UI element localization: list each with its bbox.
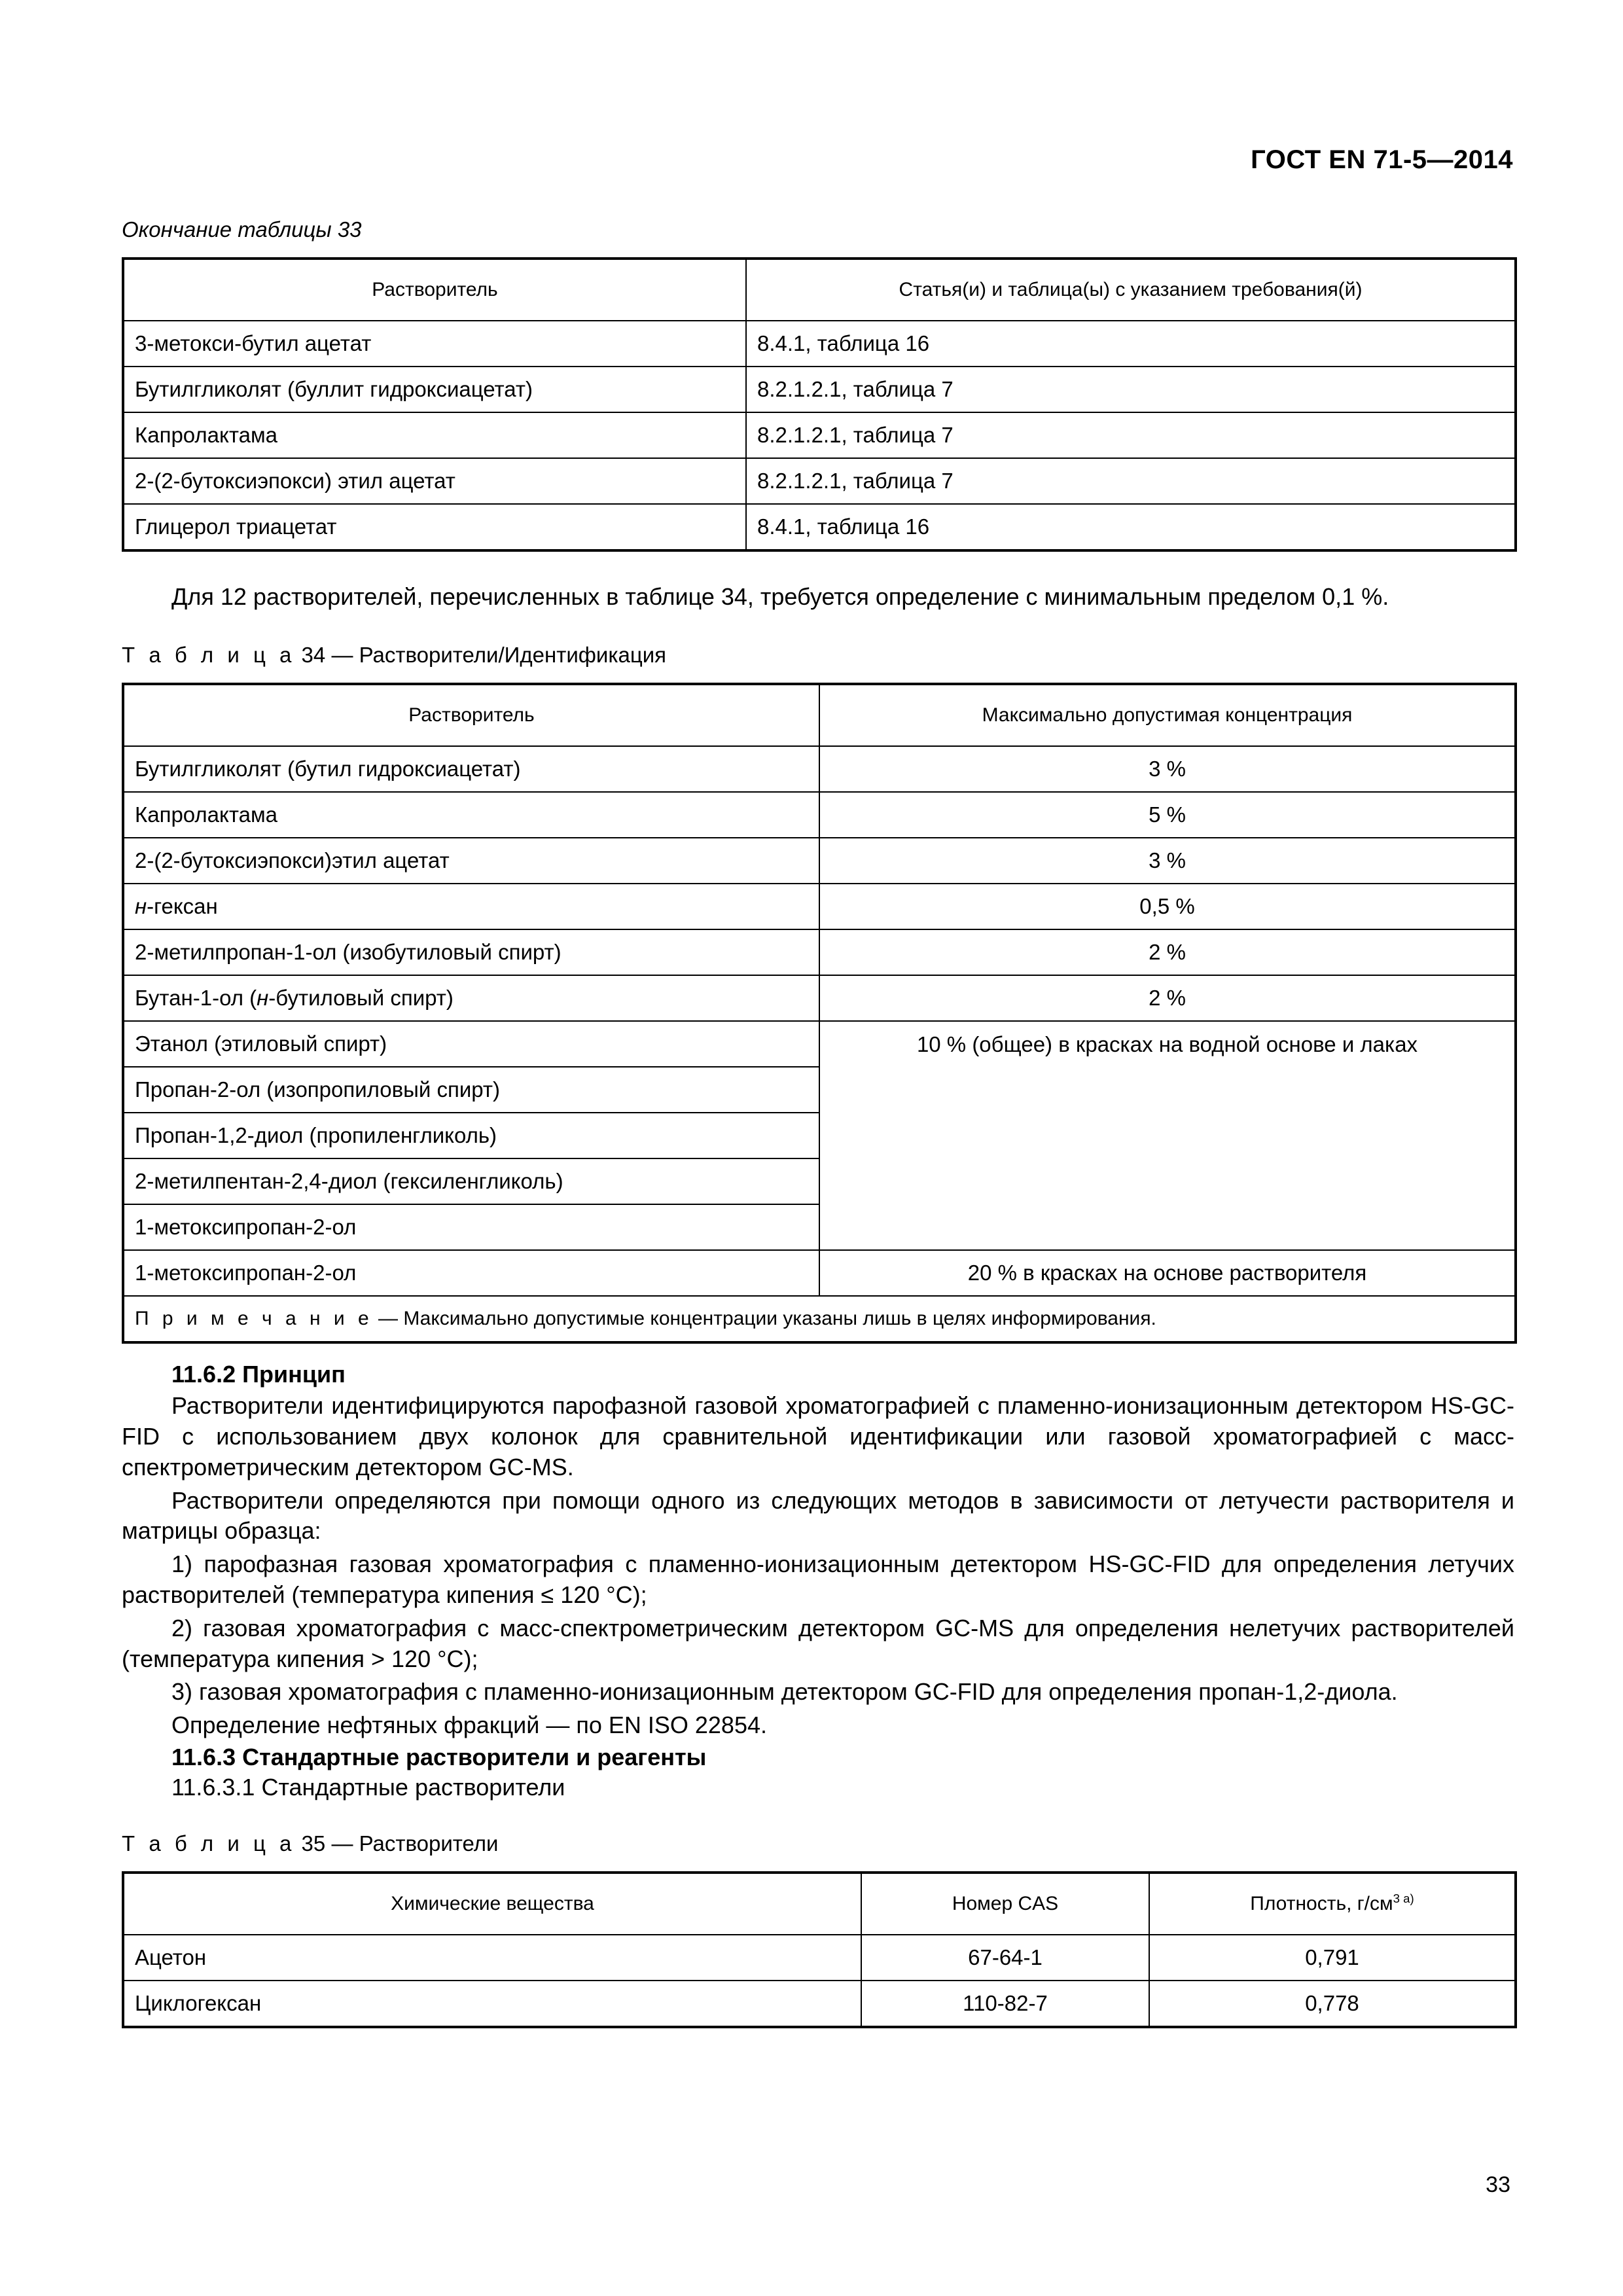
table33-col-reference: Статья(и) и таблица(ы) с указанием требования(й): [746, 259, 1516, 321]
italic-prefix: н: [257, 986, 269, 1011]
table34-caption: [122, 641, 1514, 668]
table34-cell-solvent: Бутилгликолят (бутил гидроксиацетат): [123, 746, 819, 792]
table-row: [123, 746, 1516, 792]
table34-caption-number: 34: [301, 643, 326, 668]
table34-cell-solvent: Пропан-1,2-диол (пропиленгликоль): [123, 1113, 819, 1158]
list-item-1: 1) парофазная газовая хроматография с пламенно-ионизационным детектором HS-GC-FID для определения летучих растворителей (температура кипения ≤ 120 °C);: [122, 1551, 1514, 1609]
table-row: [123, 412, 1516, 458]
table34-cell-solvent: Этанол (этиловый спирт): [123, 1021, 819, 1067]
table35-cell-density: 0,778: [1149, 1981, 1516, 2027]
table34-cell-concentration: 2 %: [819, 975, 1516, 1021]
table35-caption-number: 35: [301, 1831, 326, 1856]
table33-cell-solvent: 3-метокси-бутил ацетат: [123, 321, 746, 367]
table34: [122, 683, 1517, 1344]
table34-cell-solvent: 2-(2-бутоксиэпокси)этил ацетат: [123, 838, 819, 884]
table34-cell-solvent: Бутан-1-ол (н-бутиловый спирт): [123, 975, 819, 1021]
table-row: [123, 367, 1516, 412]
note-label: П р и м е ч а н и е: [135, 1308, 373, 1330]
list-item-2: 2) газовая хроматография с масс-спектрометрическим детектором GC-MS для определения нелетучих растворителей (температура кипения > 120 °C);: [122, 1614, 1514, 1672]
solvent-rest: -гексан: [147, 894, 218, 919]
table-row: [123, 1021, 1516, 1067]
table35-cell-chemical: Циклогексан: [123, 1981, 861, 2027]
table33-cell-solvent: Капролактама: [123, 412, 746, 458]
table34-cell-concentration-merged: 10 % (общее) в красках на водной основе и лаках: [819, 1021, 1516, 1250]
table34-cell-solvent: 1-метоксипропан-2-ол: [123, 1204, 819, 1250]
document-header-standard-id: ГОСТ EN 71-5—2014: [1251, 145, 1513, 174]
table34-note: [123, 1296, 1516, 1342]
table-row: [123, 884, 1516, 929]
table35-header-row: [123, 1873, 1516, 1935]
paragraph-11-6-2-1: Растворители идентифицируются парофазной газовой хроматографией с пламенно-ионизационным детектором HS-GC-FID с использованием двух колонок для сравнительной идентификации или газовой хроматографией с масс-спектрометрическим детектором GC-MS.: [122, 1392, 1514, 1480]
table-row: [123, 975, 1516, 1021]
table34-cell-concentration: 20 % в красках на основе растворителя: [819, 1250, 1516, 1296]
table33-cell-reference: 8.2.1.2.1, таблица 7: [746, 367, 1516, 412]
table35-cell-cas: 110-82-7: [861, 1981, 1149, 2027]
heading-11-6-3: 11.6.3 Стандартные растворители и реагенты: [171, 1744, 707, 1771]
table-row: [123, 321, 1516, 367]
table34-col-max-concentration: Максимально допустимая концентрация: [819, 684, 1516, 746]
table-row: [123, 1981, 1516, 2027]
table35-caption-label: Т а б л и ц а: [122, 1831, 296, 1856]
heading-11-6-2: 11.6.2 Принцип: [171, 1361, 346, 1388]
table34-cell-solvent: 2-метилпропан-1-ол (изобутиловый спирт): [123, 929, 819, 975]
list-item-3: 3) газовая хроматография с пламенно-ионизационным детектором GC-FID для определения пропан-1,2-диола.: [171, 1678, 1398, 1706]
table34-cell-concentration: 3 %: [819, 746, 1516, 792]
density-superscript: 3 а): [1393, 1892, 1414, 1906]
table35-col-cas: Номер CAS: [861, 1873, 1149, 1935]
table34-col-solvent: Растворитель: [123, 684, 819, 746]
density-label: Плотность, г/см: [1250, 1893, 1393, 1915]
table34-cell-solvent: Пропан-2-ол (изопропиловый спирт): [123, 1067, 819, 1113]
table34-cell-concentration: 2 %: [819, 929, 1516, 975]
table35-caption-title: — Растворители: [331, 1831, 499, 1856]
table34-cell-solvent: [123, 884, 819, 929]
note-text: — Максимально допустимые концентрации указаны лишь в целях информирования.: [378, 1308, 1156, 1330]
italic-prefix: н: [135, 894, 147, 919]
table35-cell-chemical: Ацетон: [123, 1935, 861, 1981]
table33-cell-solvent: Глицерол триацетат: [123, 504, 746, 550]
table34-caption-title: — Растворители/Идентификация: [331, 643, 667, 668]
table35-cell-density: 0,791: [1149, 1935, 1516, 1981]
table-row: [123, 792, 1516, 838]
paragraph-11-6-2-2: Растворители определяются при помощи одного из следующих методов в зависимости от летучести растворителя и матрицы образца:: [122, 1486, 1514, 1545]
table33-cell-reference: 8.4.1, таблица 16: [746, 504, 1516, 550]
paragraph-11-6-2-3: Определение нефтяных фракций — по EN ISO 22854.: [171, 1712, 768, 1739]
table-row: [123, 838, 1516, 884]
table-row: [123, 1250, 1516, 1296]
table-row: [123, 504, 1516, 550]
table33-cell-reference: 8.2.1.2.1, таблица 7: [746, 458, 1516, 504]
table33-cell-solvent: 2-(2-бутоксиэпокси) этил ацетат: [123, 458, 746, 504]
table33-header-row: [123, 259, 1516, 321]
page-content: [122, 216, 1514, 2028]
table34-cell-solvent: 1-метоксипропан-2-ол: [123, 1250, 819, 1296]
table34-cell-concentration: 3 %: [819, 838, 1516, 884]
table-row: [123, 458, 1516, 504]
table34-header-row: [123, 684, 1516, 746]
page-number: 33: [1486, 2172, 1510, 2197]
table-row: [123, 1935, 1516, 1981]
table33-caption: Окончание таблицы 33: [122, 217, 362, 242]
table34-cell-solvent: Капролактама: [123, 792, 819, 838]
table35: [122, 1871, 1517, 2028]
table34-cell-concentration: 5 %: [819, 792, 1516, 838]
table35-cell-cas: 67-64-1: [861, 1935, 1149, 1981]
table34-cell-solvent: 2-метилпентан-2,4-диол (гексиленгликоль): [123, 1158, 819, 1204]
paragraph-after-table33: Для 12 растворителей, перечисленных в таблице 34, требуется определение с минимальным пределом 0,1 %.: [171, 583, 1389, 611]
table33-cell-reference: 8.2.1.2.1, таблица 7: [746, 412, 1516, 458]
table33-cell-reference: 8.4.1, таблица 16: [746, 321, 1516, 367]
table35-col-chemical: Химические вещества: [123, 1873, 861, 1935]
table34-cell-concentration: 0,5 %: [819, 884, 1516, 929]
table34-note-row: [123, 1296, 1516, 1342]
table34-caption-label: Т а б л и ц а: [122, 643, 296, 668]
table33-col-solvent: Растворитель: [123, 259, 746, 321]
table33-cell-solvent: Бутилгликолят (буллит гидроксиацетат): [123, 367, 746, 412]
table33: [122, 257, 1517, 552]
table35-caption: [122, 1830, 1514, 1857]
heading-11-6-3-1: 11.6.3.1 Стандартные растворители: [171, 1774, 565, 1801]
table35-col-density: [1149, 1873, 1516, 1935]
table-row: [123, 929, 1516, 975]
